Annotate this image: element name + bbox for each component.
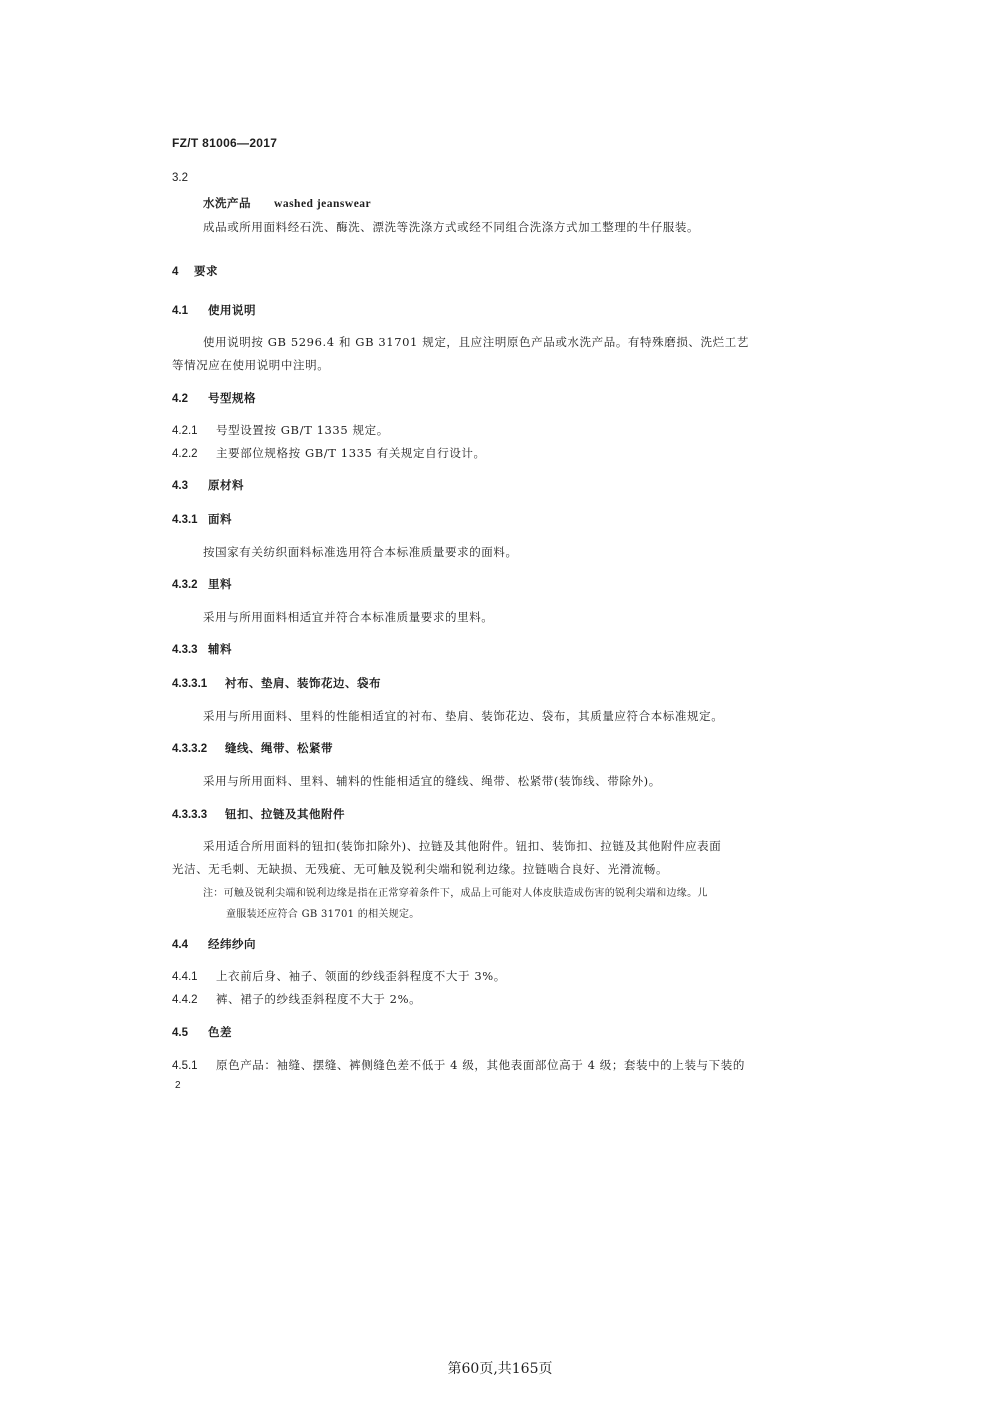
- clause-text: 主要部位规格按 GB/T 1335 有关规定自行设计。: [216, 446, 486, 460]
- clause-number: 4.2.1: [172, 425, 198, 437]
- page-number: 2: [175, 1080, 181, 1091]
- clause-text: 裤、裙子的纱线歪斜程度不大于 2%。: [216, 992, 422, 1006]
- note-line-2: 童服装还应符合 GB 31701 的相关规定。: [226, 909, 420, 920]
- section-4-3-heading: [172, 477, 244, 493]
- clause-number: 4.2.2: [172, 448, 198, 460]
- clause-4-4-2: [172, 991, 421, 1007]
- section-number: 4.3.1: [172, 514, 198, 526]
- section-number: 4.3.3: [172, 644, 198, 656]
- section-4-3-3-1-text: 采用与所用面料、里料的性能相适宜的衬布、垫肩、装饰花边、袋布，其质量应符合本标准规定。: [203, 709, 724, 723]
- section-4-3-2-text: 采用与所用面料相适宜并符合本标准质量要求的里料。: [203, 610, 494, 624]
- note-line-1: 注：可触及锐利尖端和锐利边缘是指在正常穿着条件下，成品上可能对人体皮肤造成伤害的锐利尖端和边缘。儿: [203, 888, 708, 899]
- section-title: 要求: [194, 264, 218, 278]
- section-4-4-heading: [172, 936, 256, 952]
- section-number: 4.3.2: [172, 579, 198, 591]
- section-4-3-1-text: 按国家有关纺织面料标准选用符合本标准质量要求的面料。: [203, 545, 518, 559]
- section-title: 辅料: [208, 642, 232, 656]
- clause-text: 号型设置按 GB/T 1335 规定。: [216, 423, 389, 437]
- section-4-3-3-2-text: 采用与所用面料、里料、辅料的性能相适宜的缝线、绳带、松紧带(装饰线、带除外)。: [203, 774, 661, 788]
- section-4-1-line-2: 等情况应在使用说明中注明。: [172, 358, 330, 372]
- section-number: 4.3.3.3: [172, 809, 208, 821]
- clause-number: 4.4.2: [172, 994, 198, 1006]
- section-4-3-3-1-heading: [172, 675, 381, 691]
- term-number: 3.2: [172, 172, 188, 184]
- clause-4-2-2: [172, 445, 486, 461]
- section-4-3-2-heading: [172, 576, 232, 592]
- section-number: 4.3.3.1: [172, 678, 208, 690]
- section-4-3-3-3-line-2: 光洁、无毛刺、无缺损、无残疵、无可触及锐利尖端和锐利边缘。拉链啮合良好、光滑流畅。: [172, 862, 669, 876]
- clause-4-5-1: [172, 1057, 745, 1073]
- section-number: 4.1: [172, 305, 188, 317]
- section-4-3-3-3-line-1: 采用适合所用面料的钮扣(装饰扣除外)、拉链及其他附件。钮扣、装饰扣、拉链及其他附件应表面: [203, 839, 722, 853]
- section-4-3-3-3-heading: [172, 806, 345, 822]
- section-title: 衬布、垫肩、装饰花边、袋布: [225, 676, 381, 690]
- standard-code-header: FZ/T 81006—2017: [172, 136, 278, 150]
- section-title: 经纬纱向: [208, 937, 256, 951]
- term-definition: 成品或所用面料经石洗、酶洗、漂洗等洗涤方式或经不同组合洗涤方式加工整理的牛仔服装。: [203, 220, 700, 234]
- term-title: [203, 195, 371, 211]
- section-title: 色差: [208, 1025, 232, 1039]
- section-4-heading: [172, 263, 218, 279]
- term-title-zh: 水洗产品: [203, 196, 251, 210]
- section-title: 钮扣、拉链及其他附件: [225, 807, 345, 821]
- section-title: 原材料: [208, 478, 244, 492]
- section-title: 缝线、绳带、松紧带: [225, 741, 333, 755]
- section-4-1-line-1: 使用说明按 GB 5296.4 和 GB 31701 规定，且应注明原色产品或水洗产品。有特殊磨损、洗烂工艺: [203, 335, 749, 349]
- section-title: 使用说明: [208, 303, 256, 317]
- clause-4-2-1: [172, 422, 389, 438]
- page-footer: 第60页,共165页: [447, 1361, 553, 1377]
- section-number: 4.2: [172, 393, 188, 405]
- clause-number: 4.5.1: [172, 1060, 198, 1072]
- section-number: 4.4: [172, 939, 188, 951]
- section-number: 4: [172, 266, 179, 278]
- section-4-1-heading: [172, 302, 256, 318]
- section-4-5-heading: [172, 1024, 232, 1040]
- clause-text: 上衣前后身、袖子、领面的纱线歪斜程度不大于 3%。: [216, 969, 506, 983]
- section-4-3-1-heading: [172, 511, 232, 527]
- section-4-3-3-2-heading: [172, 740, 333, 756]
- section-number: 4.5: [172, 1027, 188, 1039]
- section-4-2-heading: [172, 390, 256, 406]
- section-number: 4.3.3.2: [172, 743, 208, 755]
- section-title: 面料: [208, 512, 232, 526]
- section-number: 4.3: [172, 480, 188, 492]
- section-4-3-3-heading: [172, 641, 232, 657]
- clause-number: 4.4.1: [172, 971, 198, 983]
- clause-4-4-1: [172, 968, 506, 984]
- clause-text: 原色产品：袖缝、摆缝、裤侧缝色差不低于 4 级，其他表面部位高于 4 级；套装中的上装与下装的: [216, 1058, 745, 1072]
- section-title: 号型规格: [208, 391, 256, 405]
- term-title-en: washed jeanswear: [274, 198, 372, 210]
- section-title: 里料: [208, 577, 232, 591]
